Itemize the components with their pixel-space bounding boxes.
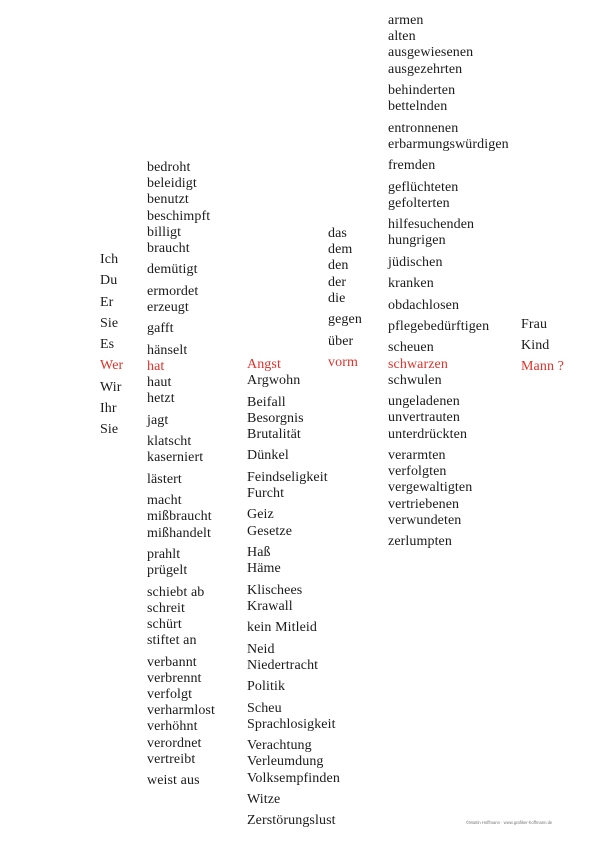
verb-word: klatscht — [147, 434, 192, 450]
adjective-word: schwarzen — [388, 356, 448, 372]
adjective-word: hungrigen — [388, 233, 446, 249]
noun-word: Argwohn — [247, 373, 301, 389]
adjective-word: entronnenen — [388, 120, 459, 136]
pronoun-word: Er — [100, 294, 114, 310]
verb-word: verbrennt — [147, 670, 202, 686]
person-column — [521, 314, 564, 377]
adjective-word: zerlumpten — [388, 534, 452, 550]
preposition-word: über — [328, 333, 354, 349]
verb-word: stiftet an — [147, 633, 197, 649]
verb-word: gafft — [147, 321, 174, 337]
noun-word: Politik — [247, 679, 286, 695]
person-word: Mann ? — [521, 359, 564, 374]
adjective-word: verfolgten — [388, 464, 447, 480]
verb-word: mißbraucht — [147, 509, 212, 525]
verb-word: lästert — [147, 471, 182, 487]
pronoun-word: Ich — [100, 252, 119, 267]
verb-word: verordnet — [147, 735, 202, 751]
adjective-word: obdachlosen — [388, 297, 460, 313]
verb-word: schreit — [147, 600, 186, 616]
adjective-word: alten — [388, 29, 416, 45]
adjective-word: behinderten — [388, 83, 456, 98]
pronoun-word: Sie — [100, 315, 119, 331]
pronoun-word: Sie — [100, 422, 119, 438]
pronoun-word: Ihr — [100, 401, 117, 417]
preposition-word: den — [328, 258, 349, 274]
verb-word: ermordet — [147, 283, 199, 299]
noun-word: kein Mitleid — [247, 620, 318, 636]
noun-word: Krawall — [247, 598, 293, 614]
noun-word: Häme — [247, 561, 281, 577]
preposition-word: das — [328, 226, 347, 241]
verb-word: bedroht — [147, 160, 191, 175]
verb-word: verbannt — [147, 654, 197, 670]
verb-word: prügelt — [147, 563, 188, 579]
noun-word: Volksempfinden — [247, 770, 340, 786]
verb-word: mißhandelt — [147, 525, 211, 541]
adjective-word: erbarmungswürdigen — [388, 136, 509, 152]
verb-word: schiebt ab — [147, 584, 205, 600]
adjective-word: jüdischen — [388, 254, 443, 270]
pronoun-word: Wir — [100, 379, 122, 395]
noun-word: Gesetze — [247, 523, 293, 539]
adjective-word: ausgewiesenen — [388, 45, 474, 61]
adjective-word: pflegebedürftigen — [388, 318, 490, 334]
adjective-word: ausgezehrten — [388, 61, 463, 77]
adjective-word: bettelnden — [388, 99, 448, 115]
preposition-word: vorm — [328, 354, 358, 370]
preposition-column — [328, 226, 362, 371]
noun-word: Geiz — [247, 507, 274, 523]
adjective-word: kranken — [388, 276, 434, 292]
adjective-word: verarmten — [388, 447, 446, 463]
preposition-word: der — [328, 274, 347, 290]
noun-word: Witze — [247, 791, 281, 807]
adjective-word: fremden — [388, 158, 436, 174]
noun-word: Haß — [247, 544, 271, 560]
noun-word: Klischees — [247, 582, 303, 598]
noun-word: Besorgnis — [247, 410, 304, 426]
verb-column — [147, 160, 215, 789]
adjective-word: schwulen — [388, 372, 442, 388]
verb-word: erzeugt — [147, 300, 189, 315]
noun-word: Brutalität — [247, 427, 301, 442]
verb-word: verharmlost — [147, 703, 215, 719]
verb-word: vertreibt — [147, 751, 196, 767]
verb-word: benutzt — [147, 192, 189, 208]
noun-column — [247, 357, 340, 830]
noun-word: Dünkel — [247, 448, 289, 464]
verb-word: billigt — [147, 224, 182, 240]
noun-word: Scheu — [247, 700, 282, 716]
adjective-word: scheuen — [388, 340, 434, 356]
person-word: Kind — [521, 338, 550, 353]
pronoun-word: Es — [100, 337, 115, 353]
verb-word: braucht — [147, 241, 190, 257]
noun-word: Neid — [247, 641, 275, 657]
adjective-word: armen — [388, 13, 424, 28]
noun-word: Zerstörungslust — [247, 813, 336, 829]
verb-word: verhöhnt — [147, 719, 198, 735]
noun-word: Feindseligkeit — [247, 469, 328, 485]
adjective-word: hilfesuchenden — [388, 217, 475, 233]
copyright-credit: ©Martin Hoffmann · www.grafiker-hoffmann.de — [466, 820, 553, 825]
verb-word: macht — [147, 493, 182, 509]
adjective-word: gefolterten — [388, 195, 450, 211]
adjective-column — [388, 13, 509, 550]
preposition-word: die — [328, 290, 346, 306]
verb-word: hat — [147, 358, 165, 374]
verb-word: hänselt — [147, 342, 188, 358]
adjective-word: unvertrauten — [388, 410, 460, 426]
adjective-word: ungeladenen — [388, 394, 460, 410]
preposition-word: gegen — [328, 312, 362, 328]
adjective-word: unterdrückten — [388, 426, 468, 442]
verb-word: jagt — [147, 412, 169, 428]
adjective-word: vergewaltigten — [388, 480, 473, 496]
verb-word: haut — [147, 375, 172, 391]
adjective-word: verwundeten — [388, 512, 462, 528]
adjective-word: vertriebenen — [388, 496, 460, 512]
noun-word: Beifall — [247, 394, 286, 410]
verb-word: demütigt — [147, 262, 198, 278]
pronoun-column — [100, 249, 123, 441]
verb-word: beschimpft — [147, 208, 211, 224]
verb-word: kaserniert — [147, 450, 204, 466]
verb-word: schürt — [147, 616, 182, 632]
verb-word: verfolgt — [147, 686, 193, 702]
noun-word: Furcht — [247, 485, 285, 501]
noun-word: Verachtung — [247, 738, 312, 754]
person-word: Frau — [521, 317, 548, 332]
verb-word: weist aus — [147, 773, 200, 789]
pronoun-word: Du — [100, 273, 118, 289]
adjective-word: geflüchteten — [388, 179, 459, 195]
preposition-word: dem — [328, 242, 353, 258]
verb-word: hetzt — [147, 391, 175, 407]
noun-word: Verleumdung — [247, 754, 324, 770]
verb-word: beleidigt — [147, 176, 197, 192]
pronoun-word: Wer — [100, 358, 124, 374]
noun-word: Angst — [247, 357, 281, 372]
verb-word: prahlt — [147, 546, 181, 562]
noun-word: Sprachlosigkeit — [247, 716, 336, 732]
noun-word: Niedertracht — [247, 657, 319, 673]
